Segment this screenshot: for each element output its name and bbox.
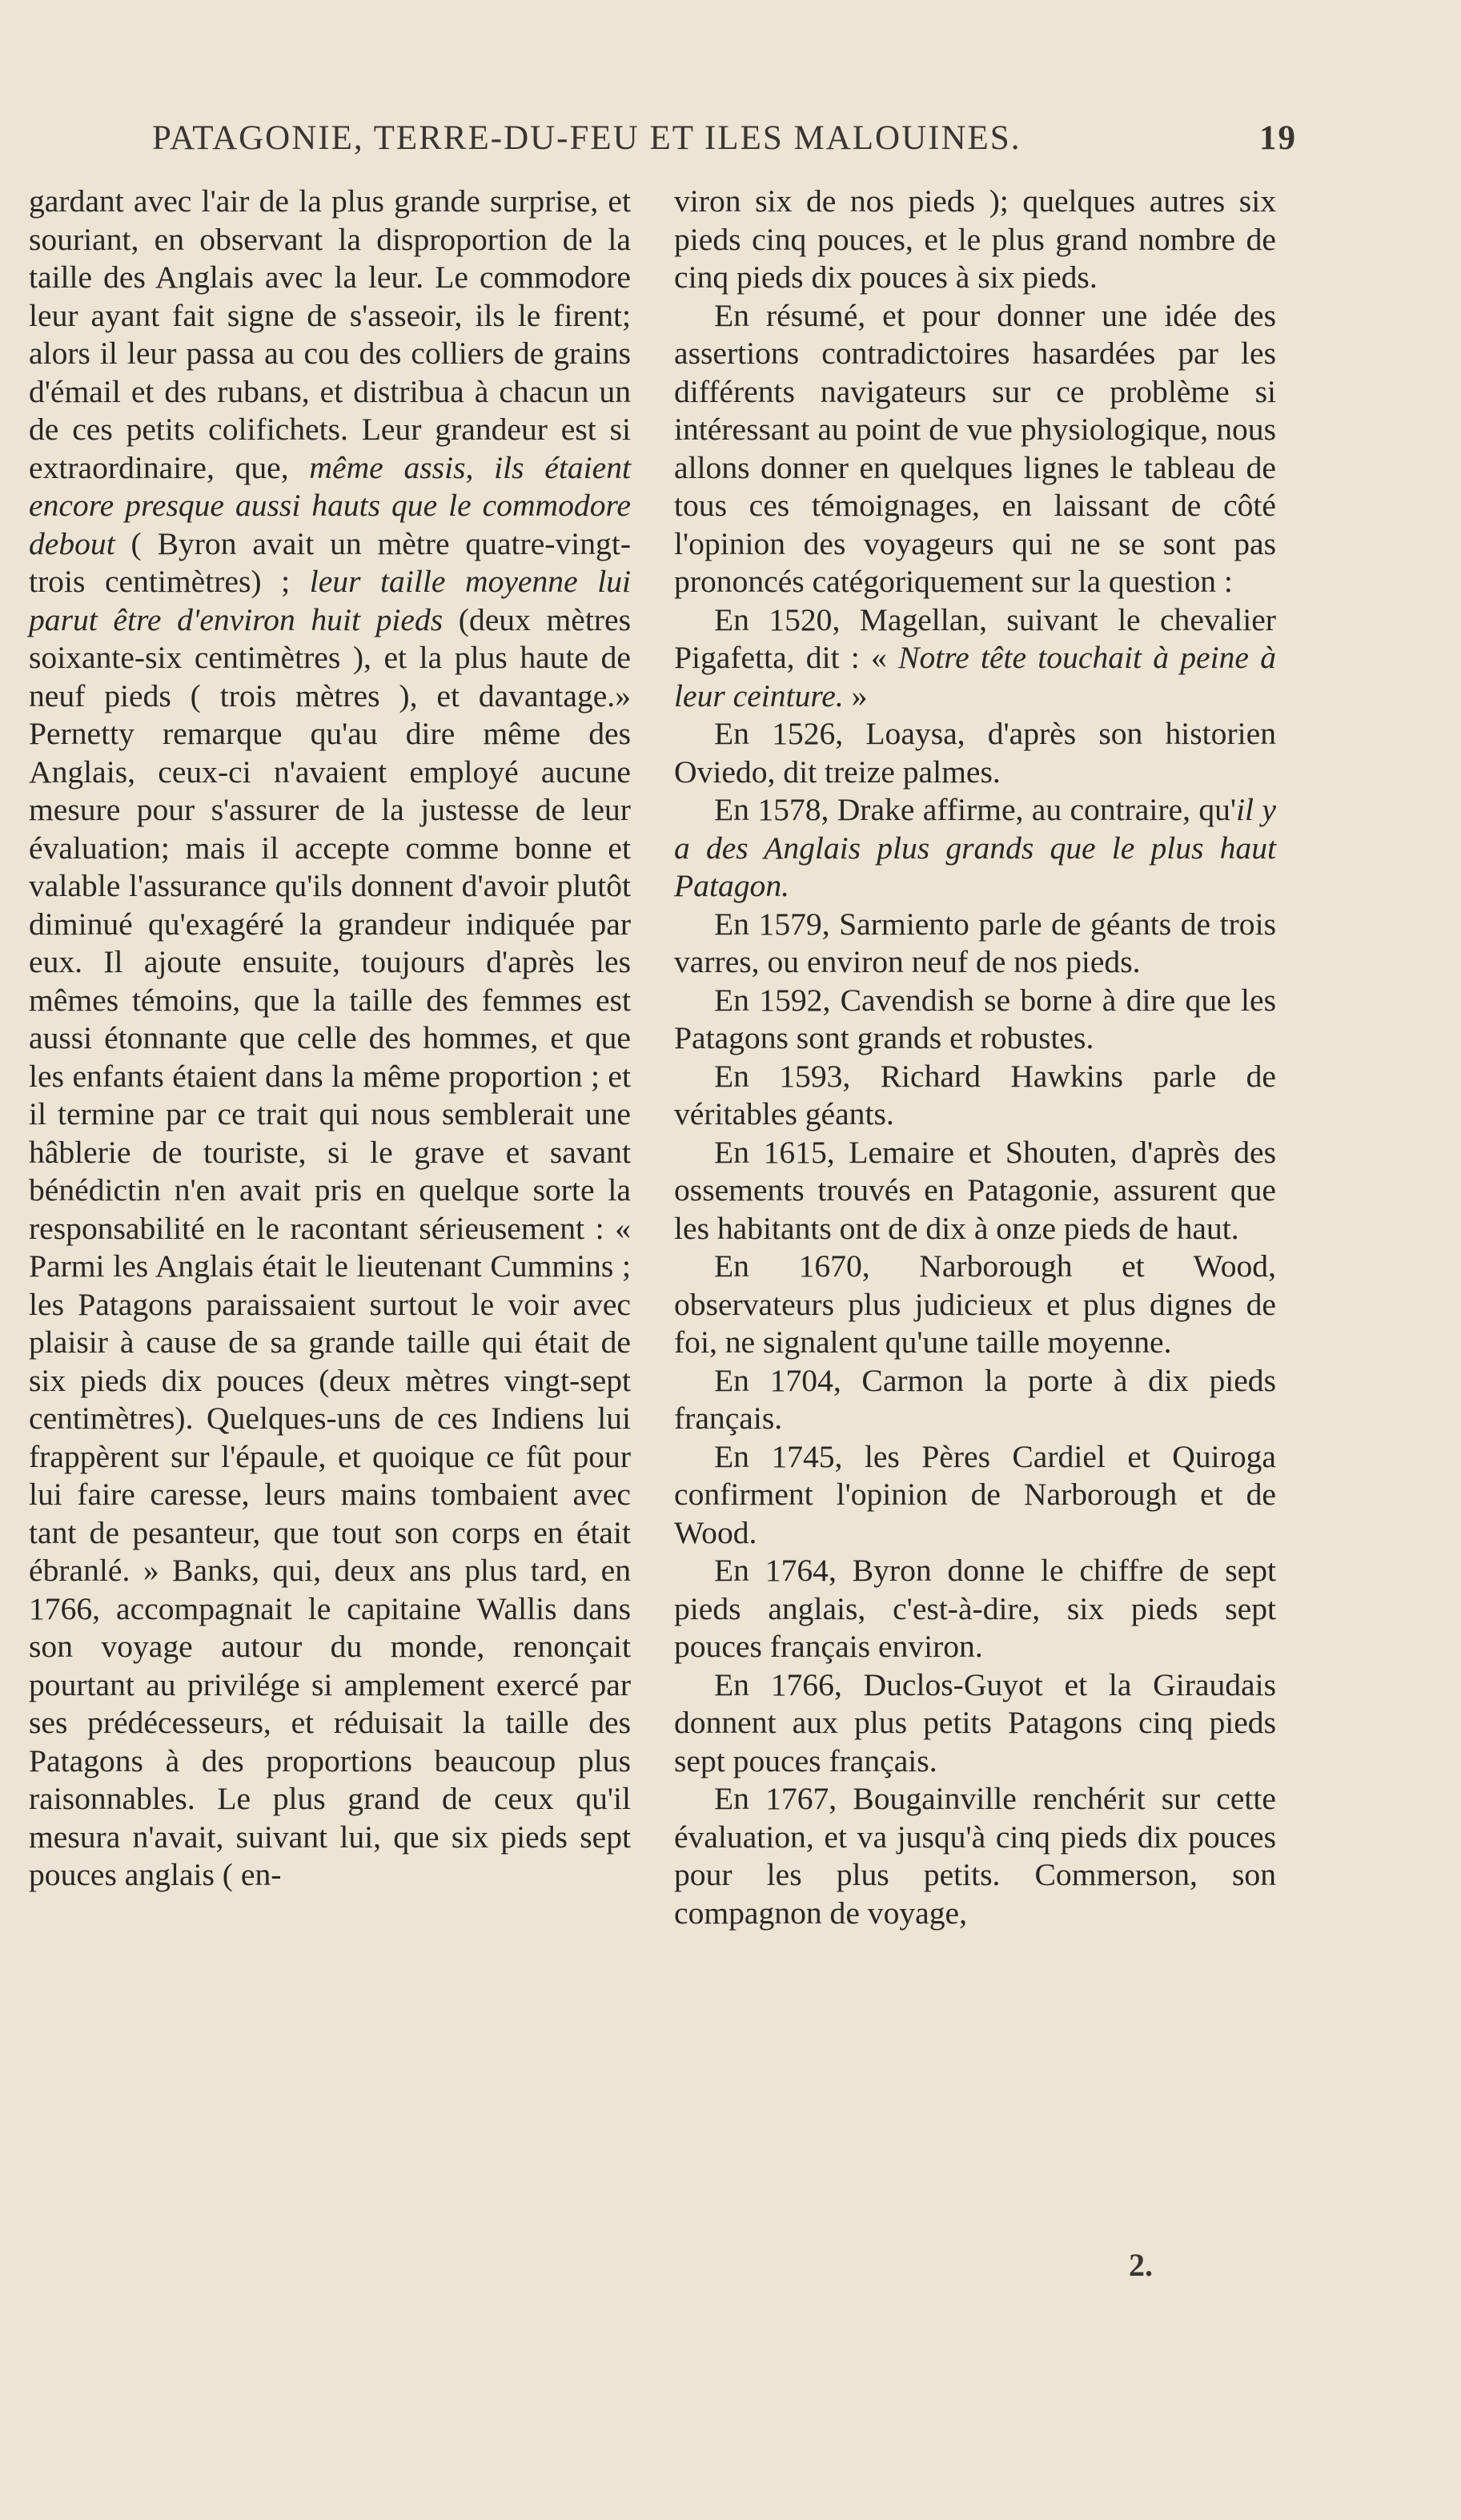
text-run: (deux mètres soixante-six centimètres ), et la plus haute de neuf pieds ( trois mètres ), et davantage.» Pernetty remarque qu'au dire même des Anglais, ceux-ci n'avaient employé aucune mesure pour s'assurer de la justesse de leur évaluation; mais il accepte comme bonne et valable l'assurance qu'ils donnent d'avoir plutôt diminué qu'exagéré la grandeur indiquée par eux. Il ajoute ensuite, toujours d'après les mêmes témoins, que la taille des femmes est aussi étonnante que celle des hommes, et que les enfants étaient dans la même proportion ; et il termine par ce trait qui nous semblerait une hâblerie de touriste, si le grave et savant bénédictin n'en avait pris en quelque sorte la responsabilité en le racontant sérieusement : « Parmi les Anglais était le lieutenant Cummins ; les Patagons paraissaient surtout le voir avec plaisir à cause de sa grande taille qui était de six pieds dix pouces (deux mètres vingt-sept centimètres). Quelques-uns de ces Indiens lui frappèrent sur l'épaule, et quoique ce fût pour lui faire caresse, leurs mains tombaient avec tant de pesanteur, que tout son corps en était ébranlé. » Banks, qui, deux ans plus tard, en 1766, accompagnait le capitaine Wallis dans son voyage autour du monde, renonçait pourtant au privilége si amplement exercé par ses prédécesseurs, et réduisait la taille des Patagons à des proportions beaucoup plus raisonnables. Le plus grand de ceux qu'il mesura n'avait, suivant lui, que six pieds sept pouces anglais ( en- bbox=[29, 601, 632, 1892]
text-run: ( Byron avait un mètre quatre-vingt-trois centimètres) ; bbox=[29, 525, 631, 599]
entry-1526: En 1526, Loaysa, d'après son historien Oviedo, dit treize palmes. bbox=[674, 716, 1276, 790]
paragraph-continuation: viron six de nos pieds ); quelques autres six pieds cinq pouces, et le plus grand nombre de cinq pieds dix pouces à six pieds. bbox=[674, 183, 1276, 295]
entry-1593: En 1593, Richard Hawkins parle de véritables géants. bbox=[674, 1058, 1276, 1131]
entry-1578 bbox=[674, 791, 1276, 906]
italic-run: Notre tête touchait à peine à leur ceinture. bbox=[674, 640, 1276, 713]
italic-run: il y a des Anglais plus grands que le plus haut Patagon. bbox=[674, 792, 1276, 903]
left-column bbox=[29, 183, 631, 1895]
signature-mark: 2. bbox=[1129, 2247, 1153, 2283]
running-title: PATAGONIE, TERRE-DU-FEU ET ILES MALOUINES. bbox=[152, 119, 1021, 157]
italic-run: leur taille moyenne lui parut être d'environ huit pieds bbox=[29, 564, 631, 637]
left-paragraph bbox=[29, 183, 631, 1895]
italic-run: même assis, ils étaient encore presque aussi hauts que le commodore debout bbox=[29, 449, 631, 561]
entry-1670: En 1670, Narborough et Wood, observateurs plus judicieux et plus dignes de foi, ne signalent qu'une taille moyenne. bbox=[674, 1248, 1276, 1360]
entry-1766: En 1766, Duclos-Guyot et la Giraudais donnent aux plus petits Patagons cinq pieds sept pouces français. bbox=[674, 1666, 1276, 1778]
paragraph-summary: En résumé, et pour donner une idée des assertions contradictoires hasardées par les différents navigateurs sur ce problème si intéressant au point de vue physiologique, nous allons donner en quelques lignes le tableau de tous ces témoignages, en laissant de côté l'opinion des voyageurs qui ne se sont pas prononcés catégoriquement sur la question : bbox=[674, 297, 1276, 599]
entry-1745: En 1745, les Pères Cardiel et Quiroga confirment l'opinion de Narborough et de Wood. bbox=[674, 1438, 1276, 1550]
text-run: En 1520, Magellan, suivant le chevalier Pigafetta, dit : « bbox=[674, 601, 1276, 675]
entry-1615: En 1615, Lemaire et Shouten, d'après des ossements trouvés en Patagonie, assurent que les habitants ont de dix à onze pieds de haut. bbox=[674, 1134, 1276, 1246]
text-run: gardant avec l'air de la plus grande surprise, et souriant, en observant la disproportion de la taille des Anglais avec la leur. Le commodore leur ayant fait signe de s'asseoir, ils le firent; alors il leur passa au cou des colliers de grains d'émail et des rubans, et distribua à chacun un de ces petits colifichets. Leur grandeur est si extraordinaire, que, bbox=[29, 183, 631, 485]
entry-1520 bbox=[674, 601, 1276, 716]
text-run: » bbox=[843, 677, 868, 713]
right-column bbox=[674, 183, 1276, 1932]
entry-1767: En 1767, Bougainville renchérit sur cette évaluation, et va jusqu'à cinq pieds dix pouces pour les plus petits. Commerson, son compagnon de voyage, bbox=[674, 1781, 1276, 1931]
entry-1764: En 1764, Byron donne le chiffre de sept pieds anglais, c'est-à-dire, six pieds sept pouces français environ. bbox=[674, 1553, 1276, 1664]
page-number: 19 bbox=[1259, 119, 1297, 157]
entry-1592: En 1592, Cavendish se borne à dire que les Patagons sont grands et robustes. bbox=[674, 982, 1276, 1055]
entry-1579: En 1579, Sarmiento parle de géants de trois varres, ou environ neuf de nos pieds. bbox=[674, 906, 1276, 979]
text-run: En 1578, Drake affirme, au contraire, qu' bbox=[714, 792, 1237, 827]
running-head bbox=[152, 119, 1297, 167]
entry-1704: En 1704, Carmon la porte à dix pieds français. bbox=[674, 1362, 1276, 1436]
